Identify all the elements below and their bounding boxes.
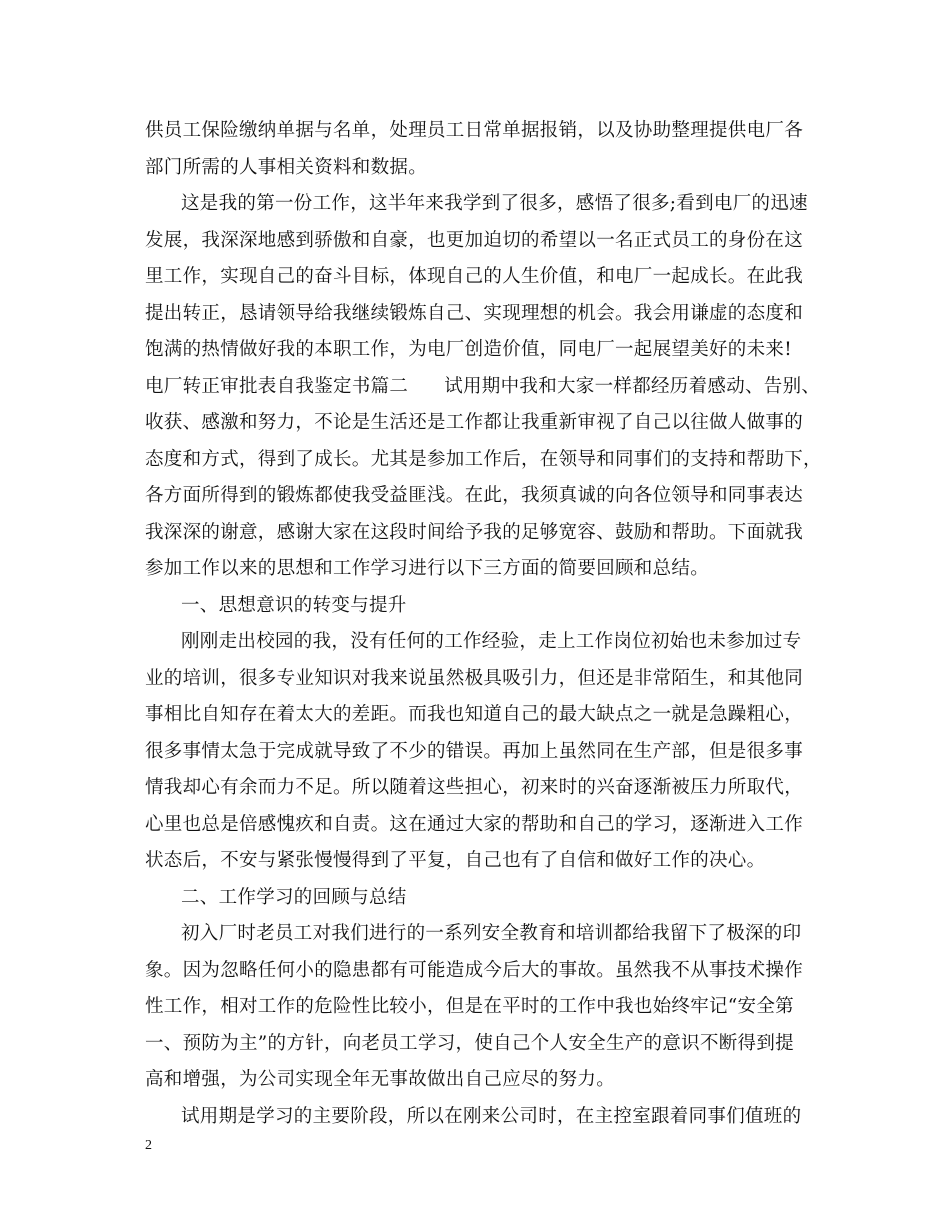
document-body — [145, 113, 825, 1135]
page-number: 2 — [145, 1138, 152, 1153]
paragraph-line: 刚刚走出校园的我，没有任何的工作经验，走上工作岗位初始也未参加过专 — [181, 631, 802, 652]
paragraph-line: 很多事情太急于完成就导致了不少的错误。再加上虽然同在生产部，但是很多事 — [145, 740, 804, 762]
paragraph-line: 收获、感激和努力，不论是生活还是工作都让我重新审视了自己以往做人做事的 — [145, 412, 804, 433]
paragraph-line: 高和增强，为公司实现全年无事故做出自己应尽的努力。 — [145, 1069, 616, 1090]
paragraph-line: 里工作，实现自己的奋斗目标，体现自己的人生价值，和电厂一起成长。在此我 — [145, 266, 804, 287]
paragraph-line: 发展，我深深地感到骄傲和自豪，也更加迫切的希望以一名正式员工的身份在这 — [145, 229, 804, 251]
paragraph-line: 业的培训，很多专业知识对我来说虽然极具吸引力，但还是非常陌生，和其他同 — [145, 667, 804, 689]
section-heading-line — [145, 369, 825, 406]
paragraph-line: 饱满的热情做好我的本职工作，为电厂创造价值，同电厂一起展望美好的未来! — [145, 339, 792, 360]
paragraph-line: 初入厂时老员工对我们进行的一系列安全教育和培训都给我留下了极深的印 — [181, 923, 802, 944]
paragraph-line: 我深深的谢意，感谢大家在这段时间给予我的足够宽容、鼓励和帮助。下面就我 — [145, 521, 804, 543]
paragraph-line: 象。因为忽略任何小的隐患都有可能造成今后大的事故。虽然我不从事技术操作 — [145, 959, 804, 981]
subheading: 二、工作学习的回顾与总结 — [181, 886, 407, 908]
paragraph-line: 部门所需的人事相关资料和数据。 — [145, 156, 428, 178]
paragraph-line: 试用期是学习的主要阶段，所以在刚来公司时，在主控室跟着同事们值班的 — [181, 1105, 802, 1127]
paragraph-line: 供员工保险缴纳单据与名单，处理员工日常单据报销，以及协助整理提供电厂各 — [145, 120, 804, 141]
paragraph-line: 一、预防为主”的方针，向老员工学习，使自己个人安全生产的意识不断得到提 — [145, 1032, 794, 1054]
paragraph-line: 性工作，相对工作的危险性比较小，但是在平时的工作中我也始终牢记“安全第 — [145, 996, 794, 1017]
subheading: 一、思想意识的转变与提升 — [181, 594, 407, 616]
paragraph-line: 态度和方式，得到了成长。尤其是参加工作后，在领导和同事们的支持和帮助下， — [145, 448, 822, 470]
paragraph-line: 情我却心有余而力不足。所以随着这些担心，初来时的兴奋逐渐被压力所取代， — [145, 777, 804, 798]
paragraph-line: 各方面所得到的锻炼都使我受益匪浅。在此，我须真诚的向各位领导和同事表达 — [145, 485, 804, 506]
paragraph-line: 状态后，不安与紧张慢慢得到了平复，自己也有了自信和做好工作的决心。 — [145, 850, 766, 871]
section-continuation: 试用期中我和大家一样都经历着感动、告别、 — [444, 375, 821, 397]
paragraph-line: 参加工作以来的思想和工作学习进行以下三方面的简要回顾和总结。 — [145, 558, 710, 579]
section-heading: 电厂转正审批表自我鉴定书篇二 — [145, 375, 409, 397]
paragraph-line: 事相比自知存在着太大的差距。而我也知道自己的最大缺点之一就是急躁粗心， — [145, 704, 804, 725]
paragraph-line: 这是我的第一份工作，这半年来我学到了很多，感悟了很多;看到电厂的迅速 — [181, 193, 808, 214]
paragraph-line: 提出转正，恳请领导给我继续锻炼自己、实现理想的机会。我会用谦虚的态度和 — [145, 302, 804, 324]
paragraph-line: 心里也总是倍感愧疚和自责。这在通过大家的帮助和自己的学习，逐渐进入工作 — [145, 813, 804, 835]
